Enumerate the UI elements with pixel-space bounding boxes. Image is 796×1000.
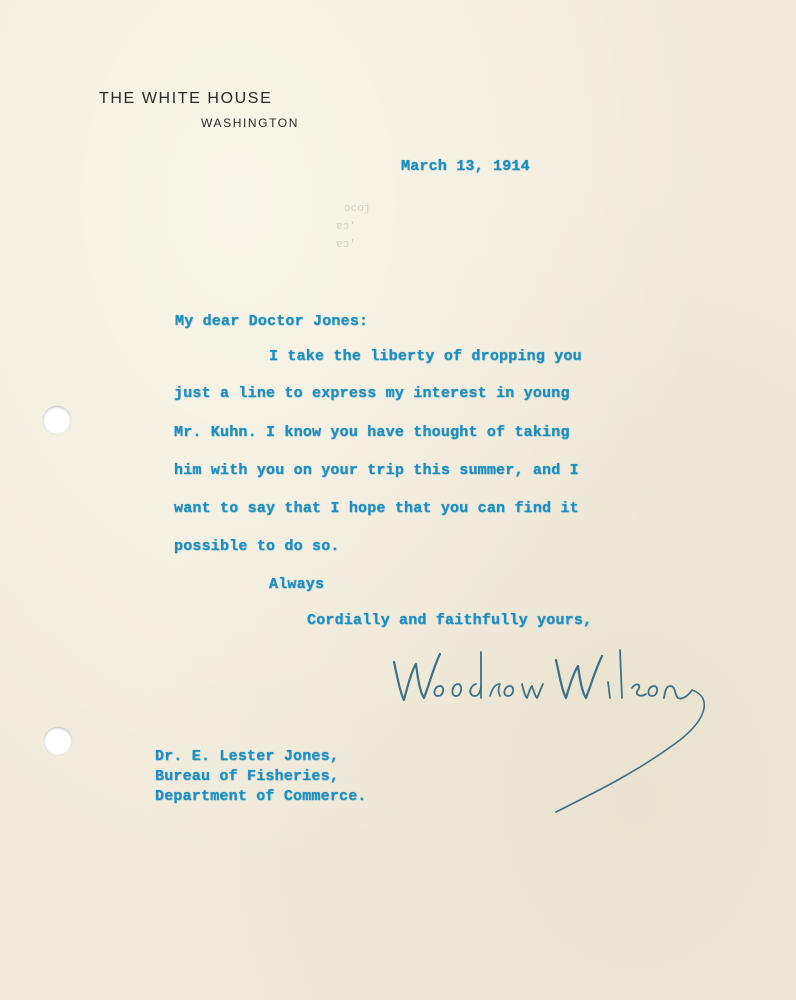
salutation: My dear Doctor Jones: — [175, 313, 369, 330]
body-line-1: I take the liberty of dropping you — [269, 348, 582, 365]
letterhead-city: WASHINGTON — [201, 116, 300, 130]
punch-hole-bottom — [44, 727, 72, 755]
faint-stamp-mark: ocoj ɐɔ' ɐɔ' — [336, 203, 371, 251]
signature-woodrow-wilson — [380, 640, 720, 830]
letterhead-title: THE WHITE HOUSE — [99, 90, 273, 107]
body-line-2: just a line to express my interest in young — [174, 385, 570, 402]
body-line-5: want to say that I hope that you can find it — [174, 500, 579, 517]
recipient-bureau: Bureau of Fisheries, — [155, 768, 340, 785]
body-line-4: him with you on your trip this summer, and I — [174, 462, 579, 479]
body-line-3: Mr. Kuhn. I know you have thought of taking — [174, 424, 570, 441]
recipient-department: Department of Commerce. — [155, 788, 367, 805]
body-line-6: possible to do so. — [174, 538, 340, 555]
closing-always: Always — [269, 576, 325, 593]
letter-date: March 13, 1914 — [401, 158, 530, 175]
punch-hole-top — [43, 406, 71, 434]
closing-valediction: Cordially and faithfully yours, — [307, 612, 593, 629]
recipient-name: Dr. E. Lester Jones, — [155, 748, 340, 765]
